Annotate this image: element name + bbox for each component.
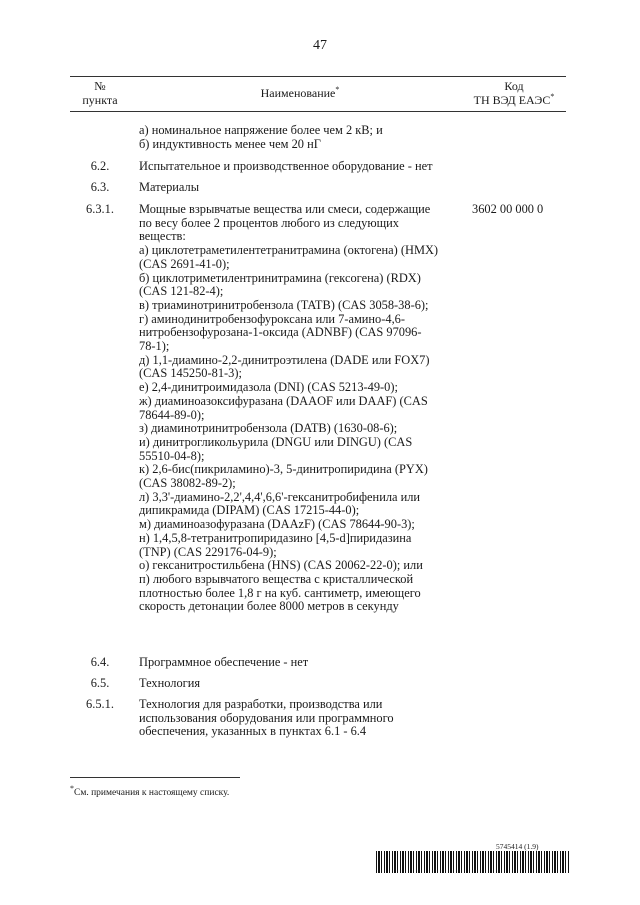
item-text-line: использования оборудования или программного (139, 710, 394, 725)
footnote (70, 783, 230, 798)
item-number: 6.5.1. (86, 697, 114, 711)
item-text-block (139, 698, 439, 739)
item-text-line: а) циклотетраметилентетранитрамина (октогена) (HMX) (139, 243, 439, 258)
item-text-line: дипикрамида (DIPAM) (CAS 17215-44-0); (139, 503, 360, 518)
header-code-system: ТН ВЭД ЕАЭС (473, 92, 551, 107)
continuation-line: б) индуктивность менее чем 20 нГ (139, 136, 321, 151)
header-name-footnote-mark: * (335, 85, 340, 94)
item-text-line: и) динитрогликольурила (DNGU или DINGU) (CAS (139, 434, 413, 449)
item-text-line: ж) диаминоазоксифуразана (DAAOF или DAAF) (CAS (139, 393, 428, 408)
header-code (462, 80, 566, 107)
continuation-line: а) номинальное напряжение более чем 2 кВ; и (139, 123, 383, 137)
header-number-sign: № (94, 79, 106, 93)
item-text-line: (CAS 121-82-4); (139, 284, 224, 299)
item-text-line: Мощные взрывчатые вещества или смеси, содержащие (139, 202, 431, 216)
item-text-line: н) 1,4,5,8-тетранитропиридазино [4,5-d]пиридазина (139, 530, 412, 545)
barcode-label: 5745414 (1.9) (496, 842, 539, 851)
item-text-line: б) циклотриметилентринитрамина (гексогена) (RDX) (139, 270, 421, 285)
item-text-line: скорость детонации более 8000 метров в секунду (139, 599, 399, 614)
item-text-line: (TNP) (CAS 229176-04-9); (139, 544, 277, 559)
continuation-block (139, 124, 439, 151)
item-number: 6.5. (90, 676, 110, 690)
barcode (376, 851, 569, 873)
item-number: 6.3.1. (86, 202, 114, 216)
header-number-label: пункта (82, 92, 118, 107)
item-text: Испытательное и производственное оборудование - нет (139, 159, 433, 173)
item-text-line: в) триаминотринитробензола (TATB) (CAS 3058-38-6); (139, 297, 429, 312)
header-code-label: Код (504, 79, 524, 93)
page-number: 47 (313, 38, 327, 53)
item-text-line: нитробензофурозана-1-оксида (ADNBF) (CAS 97096- (139, 325, 422, 340)
item-text-line: л) 3,3'-диамино-2,2',4,4',6,6'-гексанитробифенила или (139, 489, 421, 504)
item-number: 6.2. (90, 159, 110, 173)
item-text: Программное обеспечение - нет (139, 655, 309, 669)
item-text: Материалы (139, 180, 200, 194)
item-text-line: к) 2,6-бис(пикриламино)-3, 5-динитропиридина (PYX) (139, 462, 428, 477)
item-text-line: (CAS 2691-41-0); (139, 256, 230, 271)
table-header-bottom-rule (70, 111, 566, 112)
item-text-line: веществ: (139, 229, 186, 244)
item-text-line: 55510-04-8); (139, 448, 205, 463)
item-text-line: з) диаминотринитробензола (DATB) (1630-08-6); (139, 421, 398, 436)
item-number: 6.4. (90, 655, 110, 669)
item-text-line: Технология для разработки, производства или (139, 697, 383, 711)
item-text-line: 78-1); (139, 339, 170, 354)
item-text-line: (CAS 38082-89-2); (139, 476, 236, 491)
footnote-mark: * (70, 783, 74, 793)
item-code: 3602 00 000 0 (472, 202, 544, 216)
footnote-rule (70, 777, 240, 778)
item-text-line: п) любого взрывчатого вещества с кристаллической (139, 571, 414, 586)
item-text: Технология (139, 676, 201, 690)
item-text-line: д) 1,1-диамино-2,2-динитроэтилена (DADE или FOX7) (139, 352, 430, 367)
header-name-label: Наименование (260, 86, 336, 100)
item-text-line: по весу более 2 процентов любого из следующих (139, 215, 399, 230)
item-text-line: г) аминодинитробензофуроксана или 7-амино-4,6- (139, 311, 405, 326)
item-text-line: обеспечения, указанных в пунктах 6.1 - 6.4 (139, 724, 367, 739)
item-number: 6.3. (90, 180, 110, 194)
item-text-line: плотностью более 1,8 г на куб. сантиметр, имеющего (139, 585, 421, 600)
item-text-line: 78644-89-0); (139, 407, 205, 422)
footnote-text: См. примечания к настоящему списку. (74, 788, 230, 798)
header-name (140, 87, 460, 101)
item-text-line: м) диаминоазофуразана (DAAzF) (CAS 78644-90-3); (139, 517, 415, 532)
item-text-line: о) гексанитростильбена (HNS) (CAS 20062-22-0); или (139, 558, 423, 573)
header-code-footnote-mark: * (550, 91, 555, 101)
header-item-number (70, 80, 130, 107)
item-text-line: е) 2,4-динитроимидазола (DNI) (CAS 5213-49-0); (139, 380, 398, 395)
table-header-top-rule (70, 76, 566, 77)
item-text-block (139, 203, 439, 614)
item-text-line: (CAS 145250-81-3); (139, 366, 242, 381)
